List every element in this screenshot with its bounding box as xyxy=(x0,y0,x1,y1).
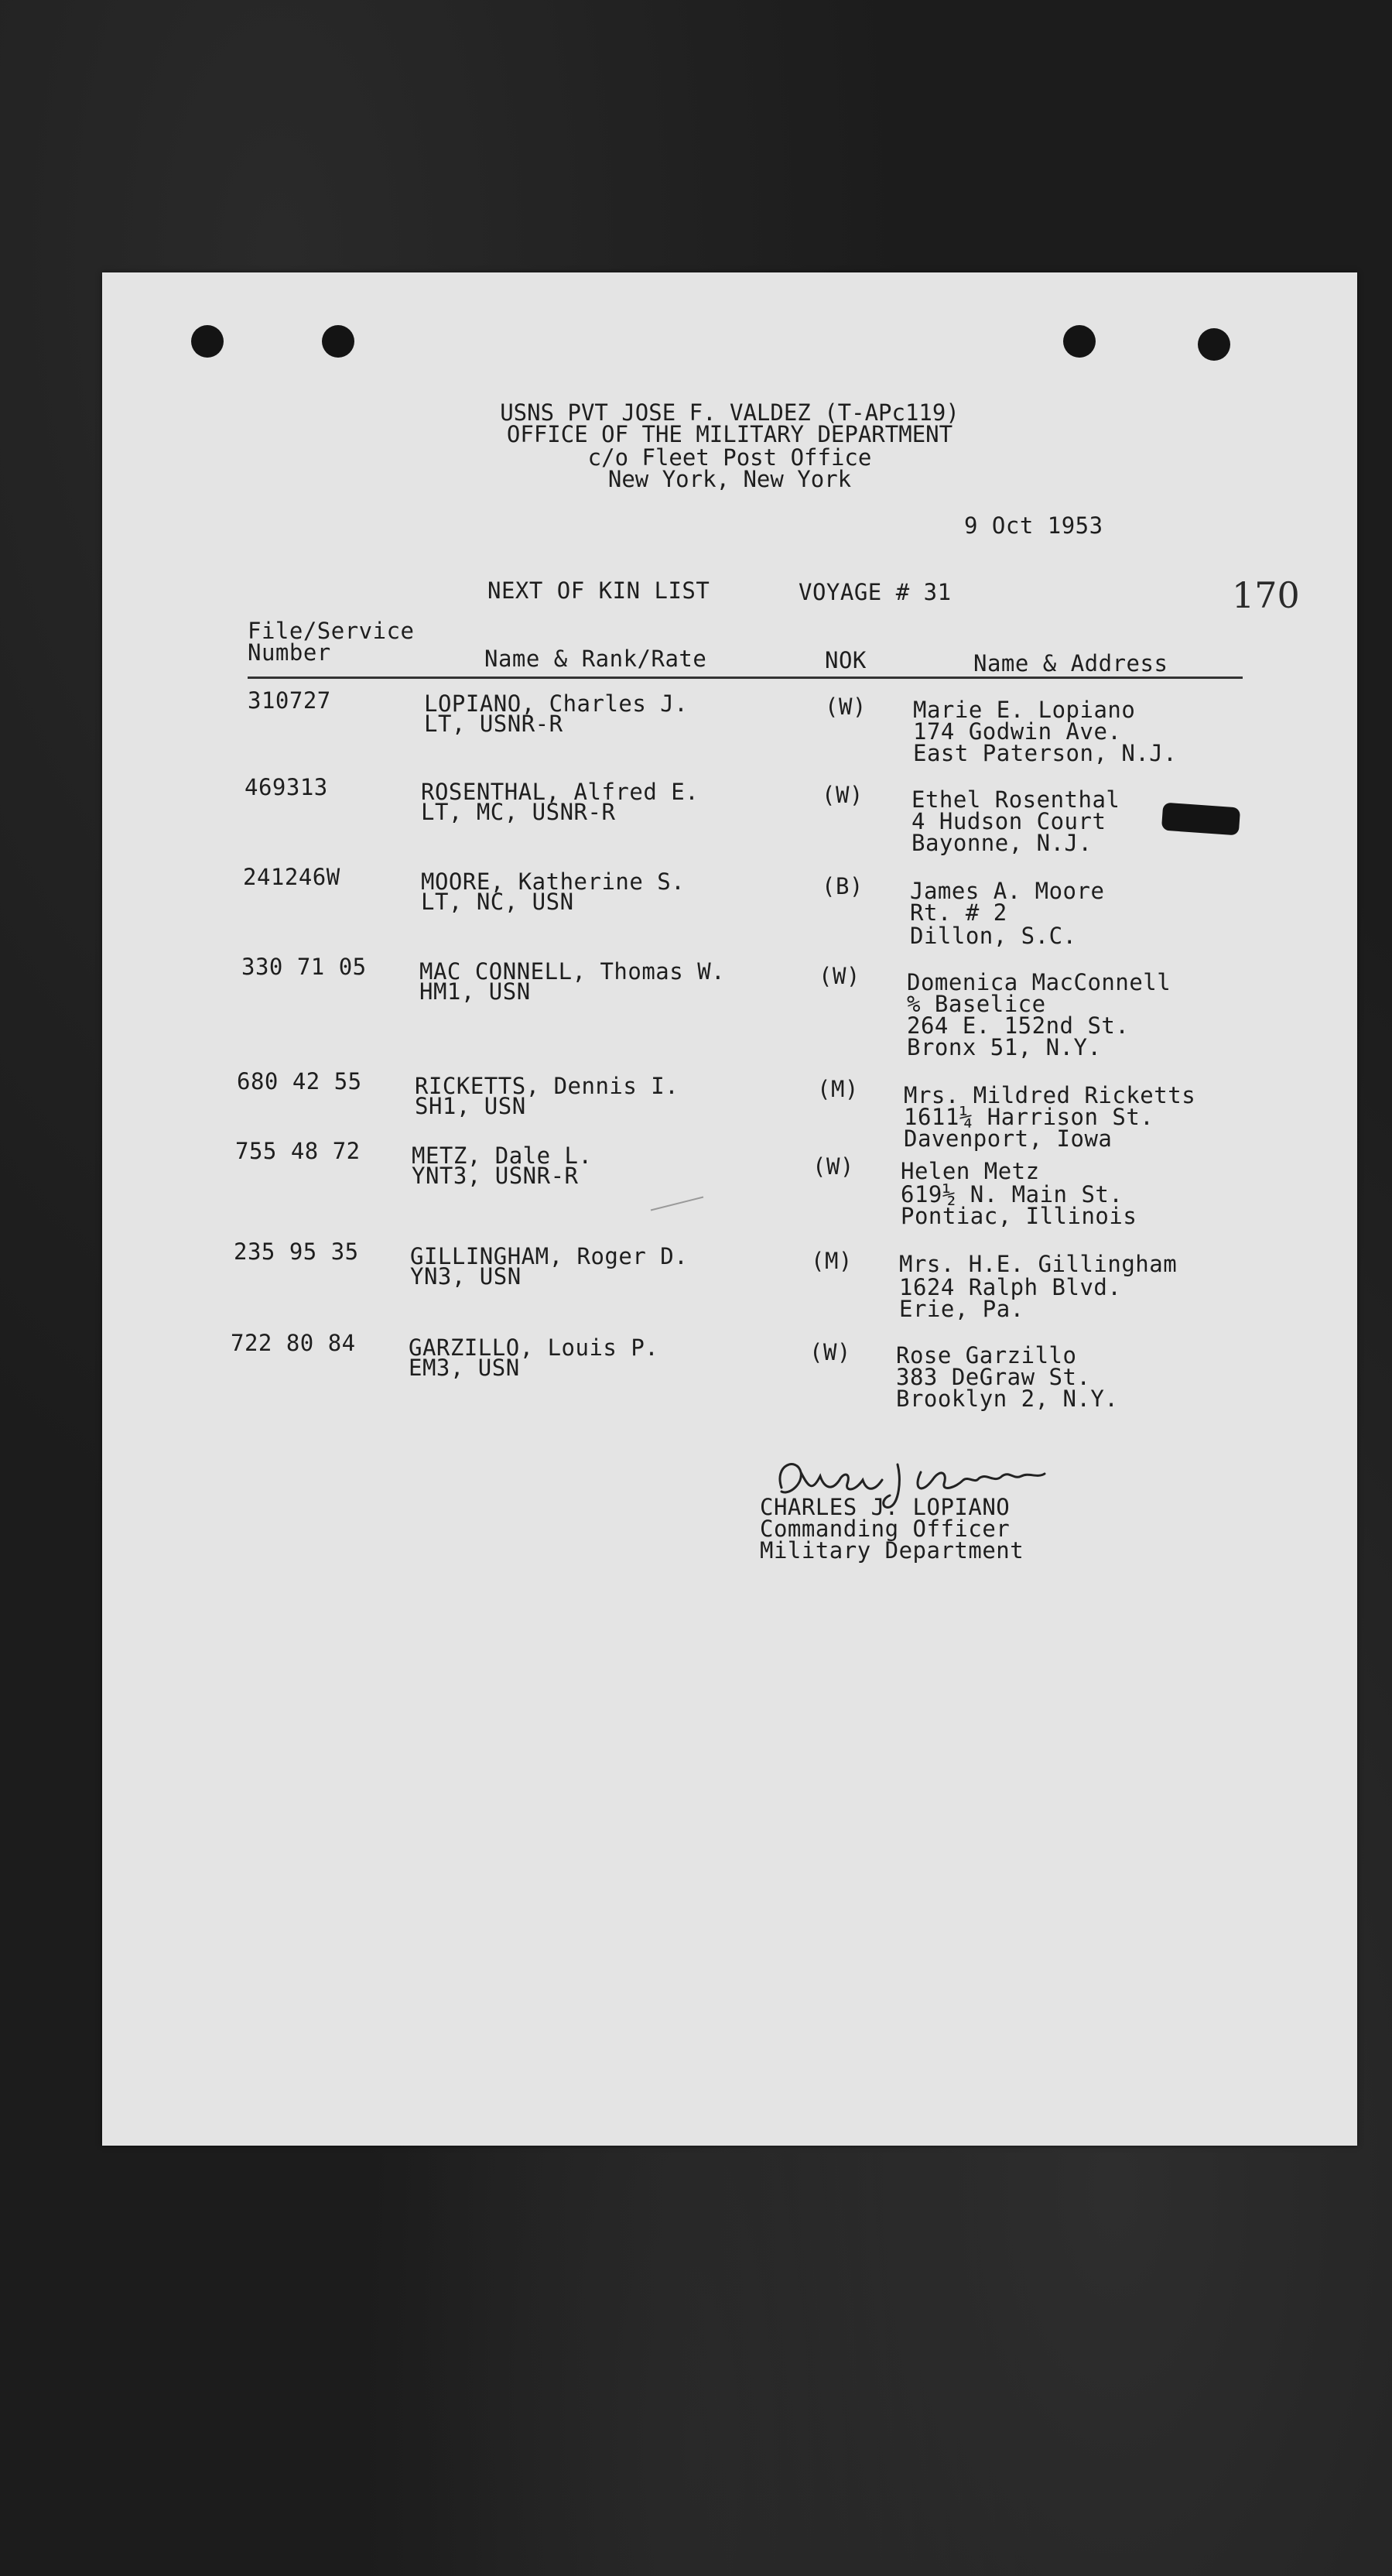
nok-relation: (W) xyxy=(825,694,867,720)
stray-mark xyxy=(651,1197,703,1211)
header-city: New York, New York xyxy=(607,466,852,492)
voyage-number: VOYAGE # 31 xyxy=(799,579,952,605)
member-name: METZ, Dale L. xyxy=(412,1142,593,1169)
service-number: 469313 xyxy=(245,774,328,800)
header-fpo: c/o Fleet Post Office xyxy=(587,444,872,471)
member-rank: HM1, USN xyxy=(419,978,531,1005)
punch-hole-2 xyxy=(322,325,354,358)
nok-relation: (W) xyxy=(822,782,864,808)
punch-hole-3 xyxy=(1063,325,1096,358)
nok-address-line: % Baselice xyxy=(907,991,1046,1017)
nok-address-line: Brooklyn 2, N.Y. xyxy=(896,1386,1119,1412)
nok-address-line: 1611¼ Harrison St. xyxy=(904,1104,1154,1130)
member-rank: SH1, USN xyxy=(415,1093,526,1119)
col-number: Number xyxy=(248,639,331,666)
nok-relation: (M) xyxy=(811,1248,853,1274)
service-number: 680 42 55 xyxy=(237,1068,362,1094)
service-number: 755 48 72 xyxy=(235,1138,361,1164)
member-name: ROSENTHAL, Alfred E. xyxy=(421,779,699,805)
nok-relation: (W) xyxy=(812,1153,854,1180)
member-name: LOPIANO, Charles J. xyxy=(424,690,689,717)
nok-address-line: East Paterson, N.J. xyxy=(913,740,1178,766)
page-number: 170 xyxy=(1232,574,1300,616)
nok-address-line: Helen Metz xyxy=(901,1158,1040,1184)
service-number: 722 80 84 xyxy=(231,1330,356,1356)
member-rank: YNT3, USNR-R xyxy=(412,1163,579,1189)
nok-address-line: 4 Hudson Court xyxy=(911,808,1106,834)
list-title: NEXT OF KIN LIST xyxy=(487,577,710,604)
member-name: RICKETTS, Dennis I. xyxy=(415,1073,679,1099)
member-rank: LT, USNR-R xyxy=(424,711,563,737)
nok-address-line: Bronx 51, N.Y. xyxy=(907,1034,1102,1060)
nok-address-line: Marie E. Lopiano xyxy=(913,697,1136,723)
col-file-service: File/Service xyxy=(248,618,415,644)
member-name: GARZILLO, Louis P. xyxy=(409,1334,659,1361)
service-number: 241246W xyxy=(243,864,340,890)
nok-address-line: Pontiac, Illinois xyxy=(901,1203,1137,1229)
member-rank: YN3, USN xyxy=(410,1263,522,1290)
service-number: 310727 xyxy=(248,687,331,714)
signer-title: Commanding Officer xyxy=(760,1516,1011,1542)
punch-hole-1 xyxy=(191,325,224,358)
nok-address-line: Bayonne, N.J. xyxy=(911,830,1093,856)
header-office: OFFICE OF THE MILITARY DEPARTMENT xyxy=(506,421,953,447)
nok-address-line: Dillon, S.C. xyxy=(910,923,1077,949)
service-number: 330 71 05 xyxy=(241,954,367,980)
nok-relation: (W) xyxy=(809,1339,851,1365)
nok-address-line: Rt. # 2 xyxy=(910,899,1007,926)
member-rank: LT, MC, USNR-R xyxy=(421,799,616,825)
header-rule xyxy=(248,677,1243,679)
member-name: MOORE, Katherine S. xyxy=(421,868,686,895)
nok-address-line: Erie, Pa. xyxy=(899,1296,1024,1322)
service-number: 235 95 35 xyxy=(234,1238,359,1265)
header-ship: USNS PVT JOSE F. VALDEZ (T-APc119) xyxy=(500,399,959,426)
signer-department: Military Department xyxy=(760,1537,1024,1564)
signer-name: CHARLES J. LOPIANO xyxy=(760,1494,1011,1520)
member-name: MAC CONNELL, Thomas W. xyxy=(419,958,726,985)
nok-address-line: Ethel Rosenthal xyxy=(911,786,1120,813)
nok-address-line: Mrs. Mildred Ricketts xyxy=(904,1082,1196,1108)
nok-relation: (B) xyxy=(822,873,864,899)
nok-address-line: James A. Moore xyxy=(910,878,1105,904)
redaction-mark xyxy=(1161,803,1240,836)
document-page xyxy=(102,272,1357,2146)
nok-address-line: Davenport, Iowa xyxy=(904,1125,1113,1152)
member-name: GILLINGHAM, Roger D. xyxy=(410,1243,689,1269)
nok-relation: (M) xyxy=(817,1076,859,1102)
document-date: 9 Oct 1953 xyxy=(964,512,1103,539)
col-name-rank: Name & Rank/Rate xyxy=(484,646,707,672)
member-rank: EM3, USN xyxy=(409,1355,520,1381)
nok-address-line: Mrs. H.E. Gillingham xyxy=(899,1251,1178,1277)
nok-address-line: 619½ N. Main St. xyxy=(901,1181,1124,1208)
member-rank: LT, NC, USN xyxy=(421,889,574,915)
col-nok: NOK xyxy=(825,647,867,673)
nok-address-line: 264 E. 152nd St. xyxy=(907,1012,1130,1039)
nok-address-line: 174 Godwin Ave. xyxy=(913,718,1122,745)
nok-address-line: Rose Garzillo xyxy=(896,1342,1077,1368)
nok-address-line: 383 DeGraw St. xyxy=(896,1364,1091,1390)
col-name-address: Name & Address xyxy=(973,650,1168,677)
nok-address-line: 1624 Ralph Blvd. xyxy=(899,1274,1122,1300)
punch-hole-4 xyxy=(1198,328,1230,361)
nok-relation: (W) xyxy=(819,963,860,989)
nok-address-line: Domenica MacConnell xyxy=(907,969,1171,995)
